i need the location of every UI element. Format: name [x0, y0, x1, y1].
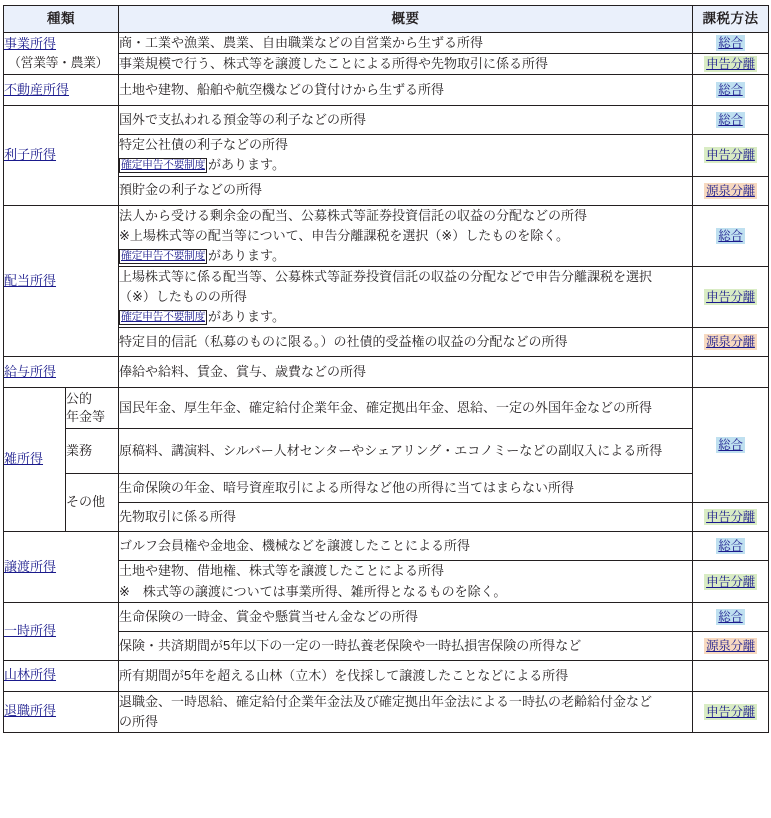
subkind-cell-pension	[66, 388, 119, 429]
box-suffix: があります。	[208, 247, 285, 263]
method-badge-shinkoku[interactable]: 申告分離	[706, 510, 755, 525]
method-badge-sougou[interactable]: 総合	[718, 36, 743, 51]
kind-subtitle: （営業等・農業）	[8, 54, 109, 70]
table-row	[4, 561, 769, 602]
desc-line: 商・工業や漁業、農業、自由職業などの自営業から生ずる所得	[119, 35, 484, 50]
method-cell	[693, 266, 769, 327]
box-suffix: があります。	[208, 309, 285, 325]
kind-link[interactable]: 雑所得	[4, 451, 44, 467]
desc-cell	[119, 75, 693, 106]
desc-cell	[119, 561, 693, 602]
method-badge-sougou[interactable]: 総合	[718, 113, 743, 128]
desc-cell	[119, 106, 693, 135]
method-badge-shinkoku[interactable]: 申告分離	[706, 704, 755, 719]
method-cell	[693, 205, 769, 266]
subkind-line-2: 年金等	[66, 409, 106, 425]
method-badge-sougou[interactable]: 総合	[718, 609, 743, 624]
kind-link[interactable]: 配当所得	[4, 272, 57, 288]
table-row	[4, 357, 769, 388]
kind-cell-dividend	[4, 205, 119, 357]
desc-line: 生命保険の年金、暗号資産取引による所得など他の所得に当てはまらない所得	[119, 480, 575, 496]
kind-link[interactable]: 譲渡所得	[4, 558, 57, 574]
table-row	[4, 75, 769, 106]
table-row	[4, 106, 769, 135]
table-row	[4, 328, 769, 357]
table-row	[4, 631, 769, 660]
method-badge-sougou[interactable]: 総合	[718, 438, 743, 453]
table-row	[4, 54, 769, 75]
method-cell	[693, 75, 769, 106]
desc-cell	[119, 33, 693, 54]
method-badge-sougou[interactable]: 総合	[718, 539, 743, 554]
desc-cell	[119, 691, 693, 732]
method-badge-sougou[interactable]: 総合	[718, 83, 743, 98]
method-badge-gensen[interactable]: 源泉分離	[706, 638, 755, 653]
desc-cell	[119, 357, 693, 388]
method-cell	[693, 135, 769, 176]
desc-line: 事業規模で行う、株式等を譲渡したことによる所得や先物取引に係る所得	[119, 56, 549, 72]
method-cell	[693, 602, 769, 631]
desc-cell	[119, 328, 693, 357]
desc-line: 国民年金、厚生年金、確定給付企業年金、確定拠出年金、恩給、一定の外国年金などの所得	[119, 400, 653, 416]
kakutei-shinkoku-fuyou-link[interactable]: 確定申告不要制度	[121, 249, 205, 262]
method-cell-empty	[693, 660, 769, 691]
desc-cell	[119, 205, 693, 266]
table-row	[4, 532, 769, 561]
desc-line: 上場株式等に係る配当等、公募株式等証券投資信託の収益の分配などで申告分離課税を選択	[119, 268, 653, 284]
kind-cell-retirement	[4, 691, 119, 732]
subkind-line-1: 公的	[66, 390, 93, 406]
method-cell	[693, 54, 769, 75]
method-cell-group	[693, 388, 769, 503]
desc-line: 土地や建物、船舶や航空機などの貸付けから生ずる所得	[119, 82, 445, 98]
method-badge-sougou[interactable]: 総合	[718, 228, 743, 243]
kind-cell-interest	[4, 106, 119, 205]
desc-cell	[119, 503, 693, 532]
desc-line-2: ※ 株式等の譲渡については事業所得、雑所得となるものを除く。	[119, 583, 507, 599]
table-row	[4, 33, 769, 54]
desc-cell	[119, 176, 693, 205]
desc-line: ゴルフ会員権や金地金、機械などを譲渡したことによる所得	[119, 538, 471, 554]
subkind-cell-other	[66, 474, 119, 532]
kind-link[interactable]: 給与所得	[4, 363, 57, 379]
table-row	[4, 429, 769, 474]
desc-note-line	[119, 307, 692, 327]
method-cell	[693, 33, 769, 54]
desc-line: 原稿料、講演料、シルバー人材センターやシェアリング・エコノミーなどの副収入による所得	[119, 443, 663, 459]
desc-line: 俸給や給料、賃金、賞与、歳費などの所得	[119, 364, 367, 380]
table-row	[4, 660, 769, 691]
subkind-line-1: その他	[66, 494, 106, 510]
desc-line-2: ※上場株式等の配当等について、申告分離課税を選択（※）したものを除く。	[119, 227, 570, 243]
desc-line: 法人から受ける剰余金の配当、公募株式等証券投資信託の収益の分配などの所得	[119, 207, 588, 223]
kind-cell-business	[4, 33, 119, 75]
method-cell	[693, 532, 769, 561]
desc-cell	[119, 135, 693, 176]
kakutei-shinkoku-fuyou-link[interactable]: 確定申告不要制度	[121, 311, 205, 324]
kind-link[interactable]: 利子所得	[4, 147, 57, 162]
desc-cell	[119, 631, 693, 660]
desc-line: 特定公社債の利子などの所得	[119, 137, 289, 153]
desc-line: 所有期間が5年を超える山林（立木）を伐採して譲渡したことなどによる所得	[119, 667, 569, 683]
desc-line: 退職金、一時恩給、確定給付企業年金法及び確定拠出年金法による一時払の老齢給付金など	[119, 693, 653, 709]
desc-line: 生命保険の一時金、賞金や懸賞当せん金などの所得	[119, 608, 419, 624]
kind-link[interactable]: 退職所得	[4, 703, 57, 719]
desc-line: 保険・共済期間が5年以下の一定の一時払養老保険や一時払損害保険の所得など	[119, 637, 582, 653]
desc-line-2: （※）したものの所得	[119, 289, 247, 305]
box-suffix: があります。	[208, 157, 285, 173]
method-badge-gensen[interactable]: 源泉分離	[706, 183, 755, 198]
method-cell	[693, 631, 769, 660]
income-classification-table	[3, 5, 769, 733]
desc-note-line	[119, 155, 692, 175]
method-cell	[693, 176, 769, 205]
desc-line: 預貯金の利子などの所得	[119, 182, 263, 198]
method-cell-empty	[693, 357, 769, 388]
desc-line-2: の所得	[119, 713, 159, 729]
method-cell	[693, 691, 769, 732]
kind-link[interactable]: 一時所得	[4, 622, 57, 638]
desc-cell	[119, 266, 693, 327]
table-row	[4, 474, 769, 503]
header-kind: 種類	[4, 6, 119, 33]
kakutei-shinkoku-fuyou-link[interactable]: 確定申告不要制度	[121, 159, 205, 172]
desc-cell	[119, 602, 693, 631]
table-header-row	[4, 6, 769, 33]
method-badge-gensen[interactable]: 源泉分離	[706, 335, 755, 350]
table-row	[4, 205, 769, 266]
table-row	[4, 135, 769, 176]
kind-cell-realestate	[4, 75, 119, 106]
method-badge-shinkoku[interactable]: 申告分離	[706, 148, 755, 163]
table-row	[4, 266, 769, 327]
table-row	[4, 602, 769, 631]
kind-cell-occasional	[4, 602, 119, 660]
desc-cell	[119, 54, 693, 75]
table-row	[4, 691, 769, 732]
header-method: 課税方法	[693, 6, 769, 33]
table-row	[4, 388, 769, 429]
desc-line: 国外で支払われる預金等の利子などの所得	[119, 112, 367, 128]
method-cell	[693, 328, 769, 357]
method-cell	[693, 503, 769, 532]
table-row	[4, 176, 769, 205]
header-summary: 概要	[119, 6, 693, 33]
kind-cell-forestry	[4, 660, 119, 691]
desc-note-line	[119, 246, 692, 266]
desc-line: 特定目的信託（私募のものに限る。）の社債的受益権の収益の分配などの所得	[119, 334, 568, 350]
kind-link[interactable]: 事業所得	[4, 35, 57, 51]
method-badge-shinkoku[interactable]: 申告分離	[706, 574, 755, 589]
method-cell	[693, 561, 769, 602]
kind-cell-transfer	[4, 532, 119, 602]
kind-cell-misc	[4, 388, 66, 532]
subkind-line-1: 業務	[66, 442, 93, 458]
desc-cell	[119, 429, 693, 474]
kind-link[interactable]: 山林所得	[4, 667, 57, 683]
method-badge-shinkoku[interactable]: 申告分離	[706, 57, 755, 72]
method-cell	[693, 106, 769, 135]
desc-cell	[119, 532, 693, 561]
kind-link[interactable]: 不動産所得	[4, 81, 70, 97]
subkind-cell-business	[66, 429, 119, 474]
desc-cell	[119, 474, 693, 503]
desc-cell	[119, 660, 693, 691]
kind-cell-salary	[4, 357, 119, 388]
desc-line: 先物取引に係る所得	[119, 509, 237, 525]
desc-line: 土地や建物、借地権、株式等を譲渡したことによる所得	[119, 563, 445, 579]
desc-cell	[119, 388, 693, 429]
table-row	[4, 503, 769, 532]
method-badge-shinkoku[interactable]: 申告分離	[706, 290, 755, 305]
